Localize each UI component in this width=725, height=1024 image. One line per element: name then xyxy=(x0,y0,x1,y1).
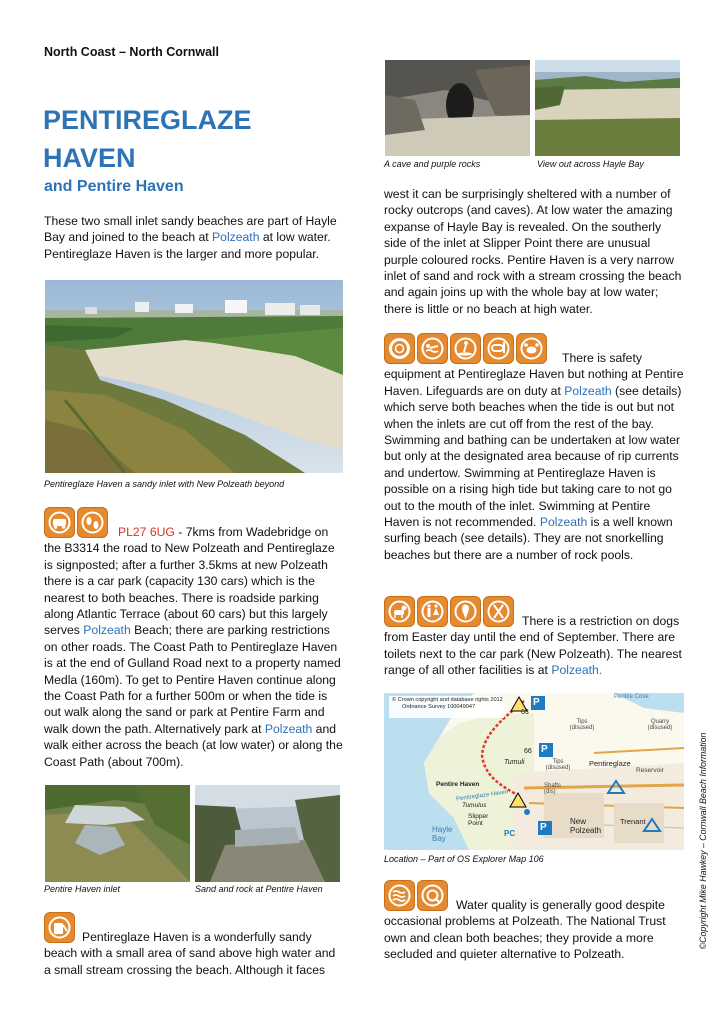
facilities-text-1: There is a restriction on dogs from Easter day until the end of September. There are toilets next to the car park (New Polzeath). The nearest range of all other facilities is at xyxy=(384,614,682,678)
map-parking-marker: P xyxy=(541,744,548,755)
map-label-hayle-bay: Hayle Bay xyxy=(432,825,453,843)
intro-text-2: at low water. Pentireglaze Haven is the larger and more popular. xyxy=(44,230,331,261)
map-label-tips: Tips (disused) xyxy=(569,719,595,731)
map-label-new-polzeath: New Polzeath xyxy=(570,817,602,835)
title-line-1: PENTIREGLAZE xyxy=(43,105,252,135)
polzeath-link[interactable]: Polzeath xyxy=(539,515,588,530)
copyright-text: ©Copyright Mike Hawkey – Cornwall Beach Information xyxy=(698,732,708,950)
page-title xyxy=(43,101,252,177)
description-paragraph-1: Pentireglaze Haven is a wonderfully sandy beach with a small area of sand above high water and a small stream crossing the beach. Although it faces xyxy=(44,930,336,977)
location-map xyxy=(384,693,684,850)
map-label-tumulus: Tumulus xyxy=(462,802,487,809)
map-caption: Location – Part of OS Explorer Map 106 xyxy=(384,854,544,864)
map-label-tumuli: Tumuli xyxy=(504,759,525,766)
map-parking-marker: P xyxy=(533,697,540,708)
map-parking-marker: P xyxy=(540,822,547,833)
title-line-2: HAVEN xyxy=(43,143,136,173)
description-paragraph-2: west it can be surprisingly sheltered with a number of rocky outcrops (and caves). At low water the amazing expanse of Hayle Bay is revealed. On the southerly side of the inlet at Slipper Point there are unusual purple coloured rocks. Pentire Haven is a very narrow inlet of sand and rock with a stream crossing the beach and again joins up with the whole bay at low water; there is little or no beach at high water. xyxy=(384,187,682,316)
copyright-notice xyxy=(694,708,712,974)
polzeath-link[interactable]: Polzeath. xyxy=(551,663,603,678)
access-paragraph xyxy=(44,524,344,770)
polzeath-link[interactable]: Polzeath xyxy=(212,230,260,245)
sand-rock-photo xyxy=(195,785,340,882)
map-label-63: 63 xyxy=(521,709,529,716)
region-header: North Coast – North Cornwall xyxy=(44,45,220,59)
map-copyright xyxy=(392,697,503,711)
map-label-pentireglaze: Pentireglaze xyxy=(589,759,631,768)
postcode: PL27 6UG xyxy=(118,525,175,539)
safety-text-2: (see details) which serve both beaches when the tide is out but not when the inlets are cut off from the rest of the bay. Swimming and bathing can be undertaken at low water but only at the designated area because of rip currents and undertow. Swimming at Pentireglaze Haven is possible on a rising high tide but taking care to not go out to the mouth of the inlet. Swimming at Pentire Haven is not recommended. xyxy=(384,383,682,530)
intro-text-1: These two small inlet sandy beaches are part of Hayle Bay and joined to the beach at xyxy=(44,214,337,245)
safety-paragraph xyxy=(384,350,684,563)
pentire-haven-inlet-photo xyxy=(45,785,190,882)
access-text-3: and walk either across the beach (at low water) or along the Coast Path (about 700m). xyxy=(44,721,343,769)
hayle-bay-view-photo xyxy=(535,60,680,156)
map-label-shafts: Shafts (dis) xyxy=(544,783,562,795)
map-label-pentire-haven: Pentire Haven xyxy=(436,781,480,788)
page-subtitle: and Pentire Haven xyxy=(44,178,184,195)
map-copyright-line-1: © Crown copyright and database rights 2012 xyxy=(392,697,503,703)
map-copyright-line-2: Ordnance Survey 100049047 xyxy=(402,704,476,710)
map-label-tips-2: Tips (disused) xyxy=(545,759,571,771)
sand-rock-photo-caption: Sand and rock at Pentire Haven xyxy=(195,884,323,894)
main-photo xyxy=(45,280,343,473)
map-label-slipper-point: Slipper Point xyxy=(468,813,489,827)
intro-paragraph xyxy=(44,213,344,262)
polzeath-link[interactable]: Polzeath xyxy=(564,383,612,398)
inlet-photo-caption: Pentire Haven inlet xyxy=(44,884,121,894)
safety-text-3: is a well known surfing beach (see details). They are not snorkelling beaches but there are a number of rock pools. xyxy=(384,515,673,562)
access-text-2: Beach; there are parking restrictions on other roads. The Coast Path to Pentireglaze Haven is at the end of Gulland Road next to a property named Medla (160m). To get to Pentire Haven continue along the Coast Path for a further 500m or when the tide is out walk along the sand or park at Pentire Farm and walk down the path. Alternatively park at xyxy=(44,623,341,736)
facilities-paragraph xyxy=(384,613,684,679)
view-photo-caption: View out across Hayle Bay xyxy=(537,159,644,169)
map-label-66: 66 xyxy=(524,748,532,755)
map-label-trenant: Trenant xyxy=(620,817,646,826)
map-label-pentireglaze-haven: Pentireglaze Haven xyxy=(455,789,509,803)
map-label-pentire-cove: Pentire Cove xyxy=(614,694,649,700)
safety-text-1: There is safety equipment at Pentireglaze Haven but nothing at Pentire Haven. Lifeguards are on duty at xyxy=(384,351,684,398)
map-label-reservoir: Reservoir xyxy=(636,767,664,774)
cave-photo-caption: A cave and purple rocks xyxy=(384,159,481,169)
access-text-1: - 7kms from Wadebridge on the B3314 the road to New Polzeath and Pentireglaze is signposted; after a further 3.5kms at new Polzeath there is a car park (capacity 130 cars) which is the nearest to both beaches. There is roadside parking along Atlantic Terrace (about 60 cars) but this largely serves xyxy=(44,525,335,638)
map-label-quarry: Quarry (disused) xyxy=(647,719,673,731)
polzeath-link[interactable]: Polzeath xyxy=(83,623,131,638)
water-paragraph: Water quality is generally good despite occasional problems at Polzeath. The National Trust own and clean both beaches; they provide a more secluded and quieter alternative to Polzeath. xyxy=(384,898,666,962)
cave-photo xyxy=(385,60,530,156)
main-photo-caption: Pentireglaze Haven a sandy inlet with New Polzeath beyond xyxy=(44,479,285,489)
polzeath-link[interactable]: Polzeath xyxy=(264,721,313,736)
map-label-pc: PC xyxy=(504,829,516,838)
